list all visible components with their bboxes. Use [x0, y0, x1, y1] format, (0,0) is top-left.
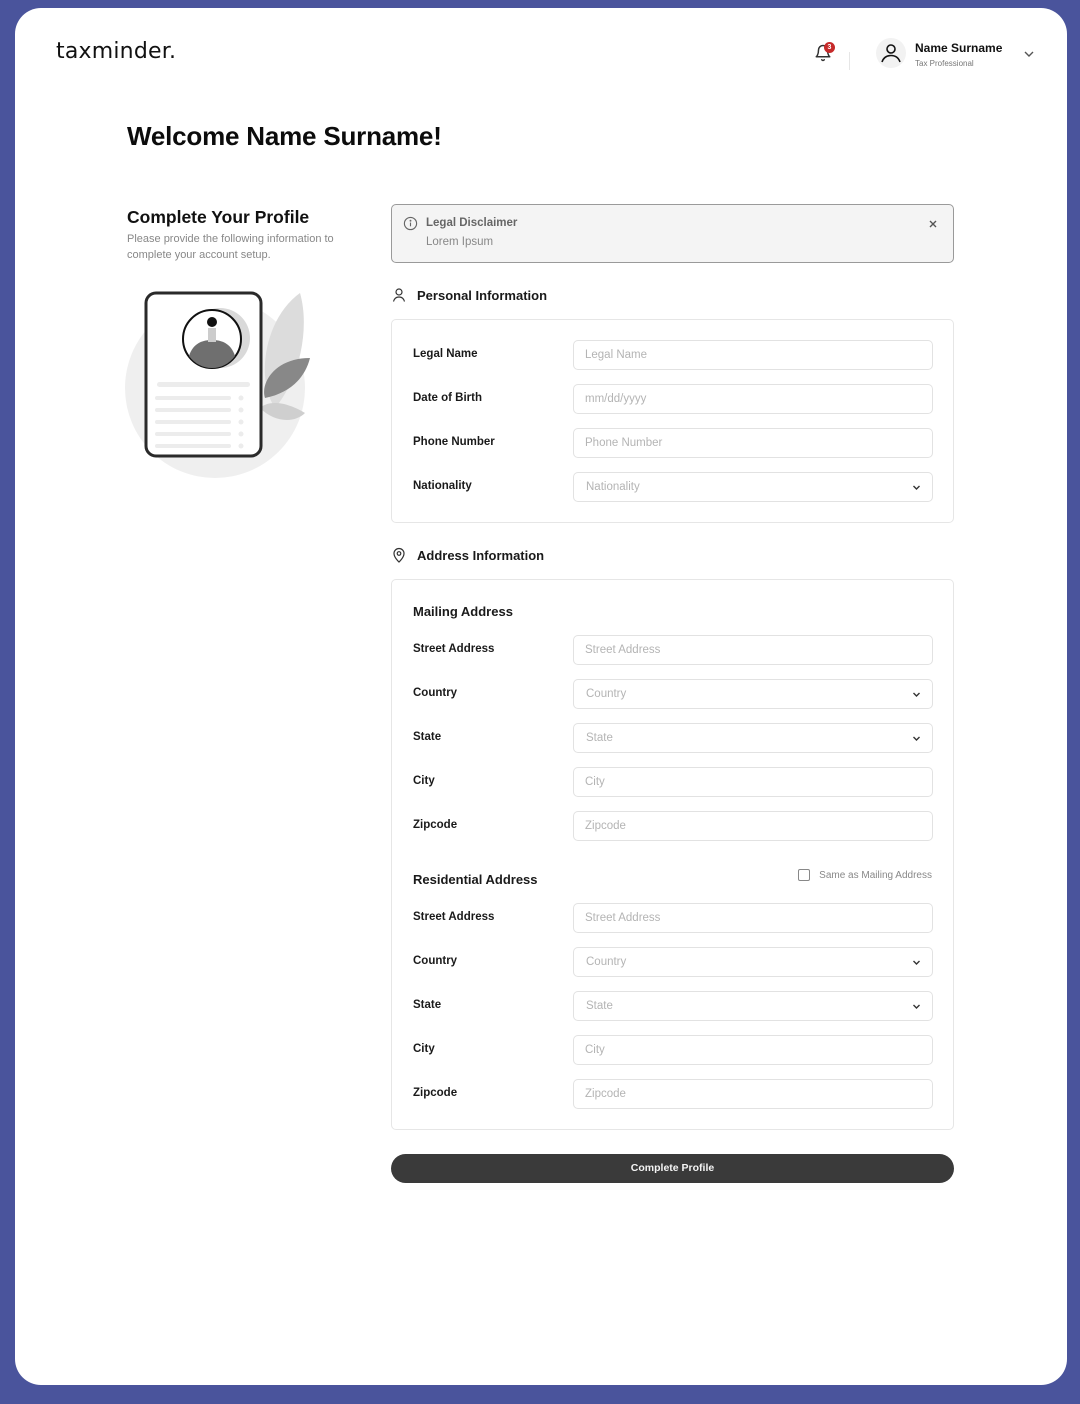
complete-profile-button[interactable]: Complete Profile — [391, 1154, 954, 1183]
personal-information-card — [391, 319, 954, 523]
chevron-down-icon — [912, 691, 921, 698]
close-icon[interactable] — [927, 218, 939, 230]
field-label: Nationality — [413, 480, 472, 492]
user-icon — [878, 40, 904, 66]
select-placeholder: Country — [586, 688, 627, 700]
section-label: Address Information — [417, 547, 545, 563]
address-information-heading — [391, 546, 544, 564]
residential-zipcode-input[interactable] — [573, 1079, 933, 1109]
form-row-residential-zipcode — [413, 1079, 933, 1109]
form-row-mailing-zipcode — [413, 811, 933, 841]
select-placeholder: State — [586, 1000, 613, 1012]
mailing-address-heading: Mailing Address — [413, 604, 513, 619]
field-label: Phone Number — [413, 436, 495, 448]
mailing-city-input[interactable] — [573, 767, 933, 797]
field-label: State — [413, 999, 442, 1011]
avatar[interactable] — [876, 38, 906, 68]
location-pin-icon — [391, 547, 407, 563]
form-row-residential-city — [413, 1035, 933, 1065]
field-label: Street Address — [413, 643, 495, 655]
legal-disclaimer-alert — [391, 204, 954, 263]
form-row-legal-name — [413, 340, 933, 370]
chevron-down-icon — [912, 484, 921, 491]
address-information-card — [391, 579, 954, 1130]
residential-city-input[interactable] — [573, 1035, 933, 1065]
user-role: Tax Professional — [915, 59, 974, 68]
checkbox[interactable] — [798, 869, 810, 881]
form-row-residential-state — [413, 991, 933, 1021]
chevron-down-icon[interactable] — [1023, 49, 1035, 59]
select-placeholder: Country — [586, 956, 627, 968]
form-row-mailing-state — [413, 723, 933, 753]
field-label: Zipcode — [413, 819, 458, 831]
residential-country-select[interactable] — [573, 947, 933, 977]
form-row-residential-street — [413, 903, 933, 933]
form-row-date-of-birth — [413, 384, 933, 414]
date-of-birth-input[interactable] — [573, 384, 933, 414]
phone-number-input[interactable] — [573, 428, 933, 458]
field-label: Date of Birth — [413, 392, 482, 404]
form-row-mailing-street — [413, 635, 933, 665]
app-window — [15, 8, 1067, 1385]
chevron-down-icon — [912, 1003, 921, 1010]
field-label: Legal Name — [413, 348, 478, 360]
user-name[interactable]: Name Surname — [915, 41, 1003, 55]
chevron-down-icon — [912, 735, 921, 742]
logo[interactable]: taxminder. — [56, 39, 177, 64]
section-description: Please provide the following information to complete your account setup. — [127, 233, 334, 261]
legal-name-input[interactable] — [573, 340, 933, 370]
form-row-mailing-country — [413, 679, 933, 709]
form-row-nationality — [413, 472, 933, 502]
form-row-mailing-city — [413, 767, 933, 797]
mailing-country-select[interactable] — [573, 679, 933, 709]
disclaimer-text: Lorem Ipsum — [426, 236, 494, 248]
nationality-select[interactable] — [573, 472, 933, 502]
mailing-state-select[interactable] — [573, 723, 933, 753]
field-label: City — [413, 1043, 435, 1055]
section-title: Complete Your Profile — [127, 207, 310, 227]
mailing-street-address-input[interactable] — [573, 635, 933, 665]
checkbox-label: Same as Mailing Address — [819, 869, 932, 881]
notification-badge: 3 — [824, 42, 835, 53]
section-label: Personal Information — [417, 287, 548, 303]
residential-street-address-input[interactable] — [573, 903, 933, 933]
form-row-phone-number — [413, 428, 933, 458]
header-divider — [849, 52, 850, 70]
field-label: Zipcode — [413, 1087, 458, 1099]
residential-state-select[interactable] — [573, 991, 933, 1021]
page-title: Welcome Name Surname! — [127, 121, 442, 151]
field-label: City — [413, 775, 435, 787]
profile-illustration — [125, 288, 325, 478]
form-row-residential-country — [413, 947, 933, 977]
field-label: State — [413, 731, 442, 743]
field-label: Country — [413, 955, 458, 967]
chevron-down-icon — [912, 959, 921, 966]
field-label: Street Address — [413, 911, 495, 923]
mailing-zipcode-input[interactable] — [573, 811, 933, 841]
info-icon — [403, 216, 418, 231]
residential-address-heading: Residential Address — [413, 872, 538, 887]
user-icon — [391, 287, 407, 303]
personal-information-heading — [391, 286, 547, 304]
select-placeholder: Nationality — [586, 481, 640, 493]
field-label: Country — [413, 687, 458, 699]
select-placeholder: State — [586, 732, 613, 744]
same-as-mailing-checkbox[interactable] — [798, 869, 932, 881]
disclaimer-title: Legal Disclaimer — [426, 217, 518, 229]
